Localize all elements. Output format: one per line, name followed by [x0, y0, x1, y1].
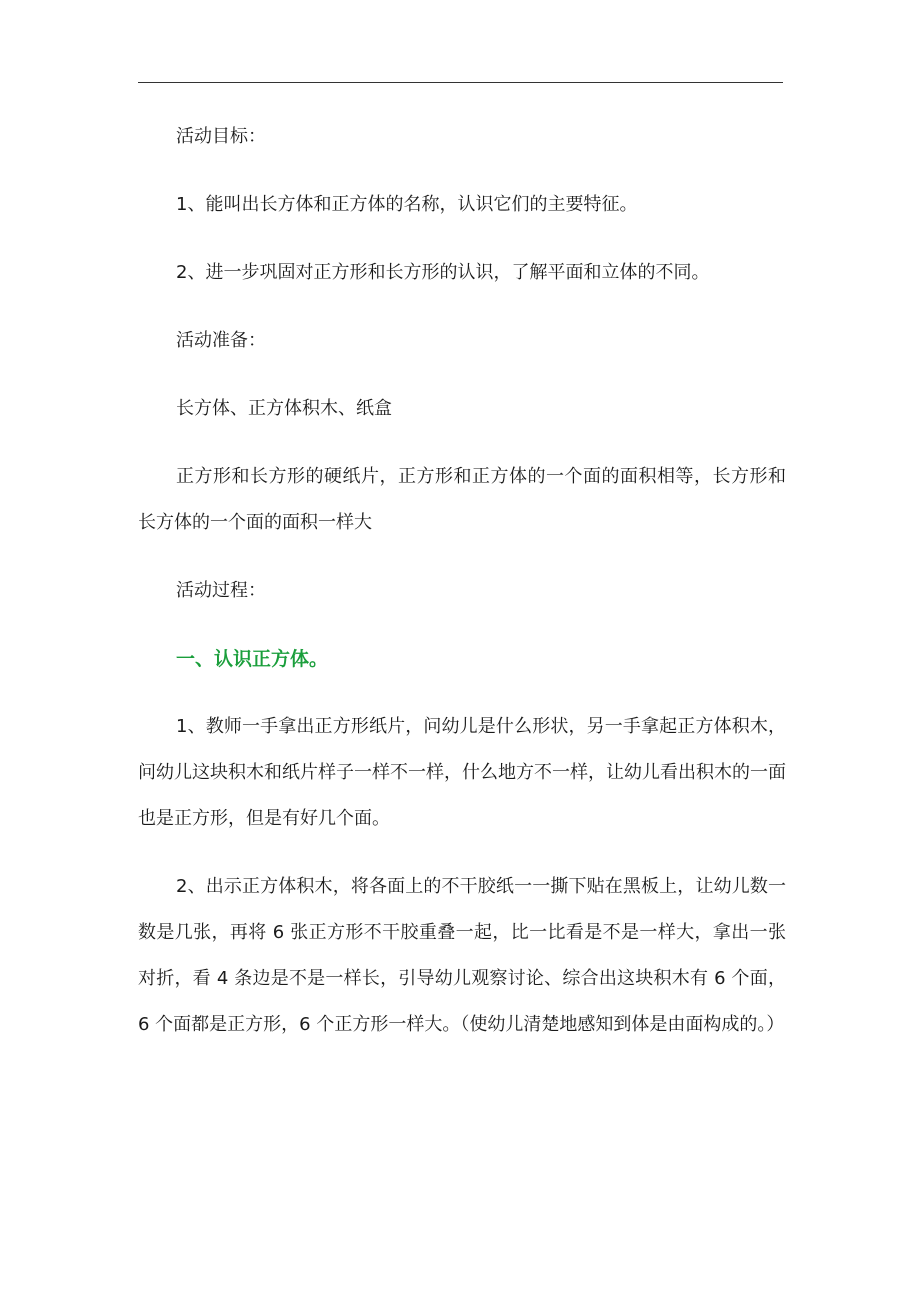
process-step-2: 2、出示正方体积木，将各面上的不干胶纸一一撕下贴在黑板上，让幼儿数一数是几张，再将 6 张正方形不干胶重叠一起，比一比看是不是一样大，拿出一张对折，看 4 条边是不是一样长，引导幼儿观察讨论、综合出这块积木有 6 个面，6 个面都是正方形，6 个正方形一样大。（使幼儿清楚地感知到体是由面构成的。）	[138, 876, 786, 1035]
process-step-1: 1、教师一手拿出正方形纸片，问幼儿是什么形状，另一手拿起正方体积木，问幼儿这块积木和纸片样子一样不一样，什么地方不一样，让幼儿看出积木的一面也是正方形，但是有好几个面。	[138, 716, 786, 829]
section-label-preparation: 活动准备：	[176, 330, 266, 351]
preparation-item-2: 正方形和长方形的硬纸片，正方形和正方体的一个面的面积相等，长方形和长方体的一个面的面积一样大	[138, 466, 786, 533]
preparation-item-1: 长方体、正方体积木、纸盒	[176, 398, 392, 419]
document-body	[138, 114, 786, 1048]
section-label-goals: 活动目标：	[176, 126, 266, 147]
header-rule	[138, 82, 783, 83]
goal-item-2: 2、进一步巩固对正方形和长方形的认识，了解平面和立体的不同。	[176, 262, 710, 283]
section-label-process: 活动过程：	[176, 580, 266, 601]
goal-item-1: 1、能叫出长方体和正方体的名称，认识它们的主要特征。	[176, 194, 638, 215]
section-heading-cube: 一、认识正方体。	[176, 648, 329, 670]
